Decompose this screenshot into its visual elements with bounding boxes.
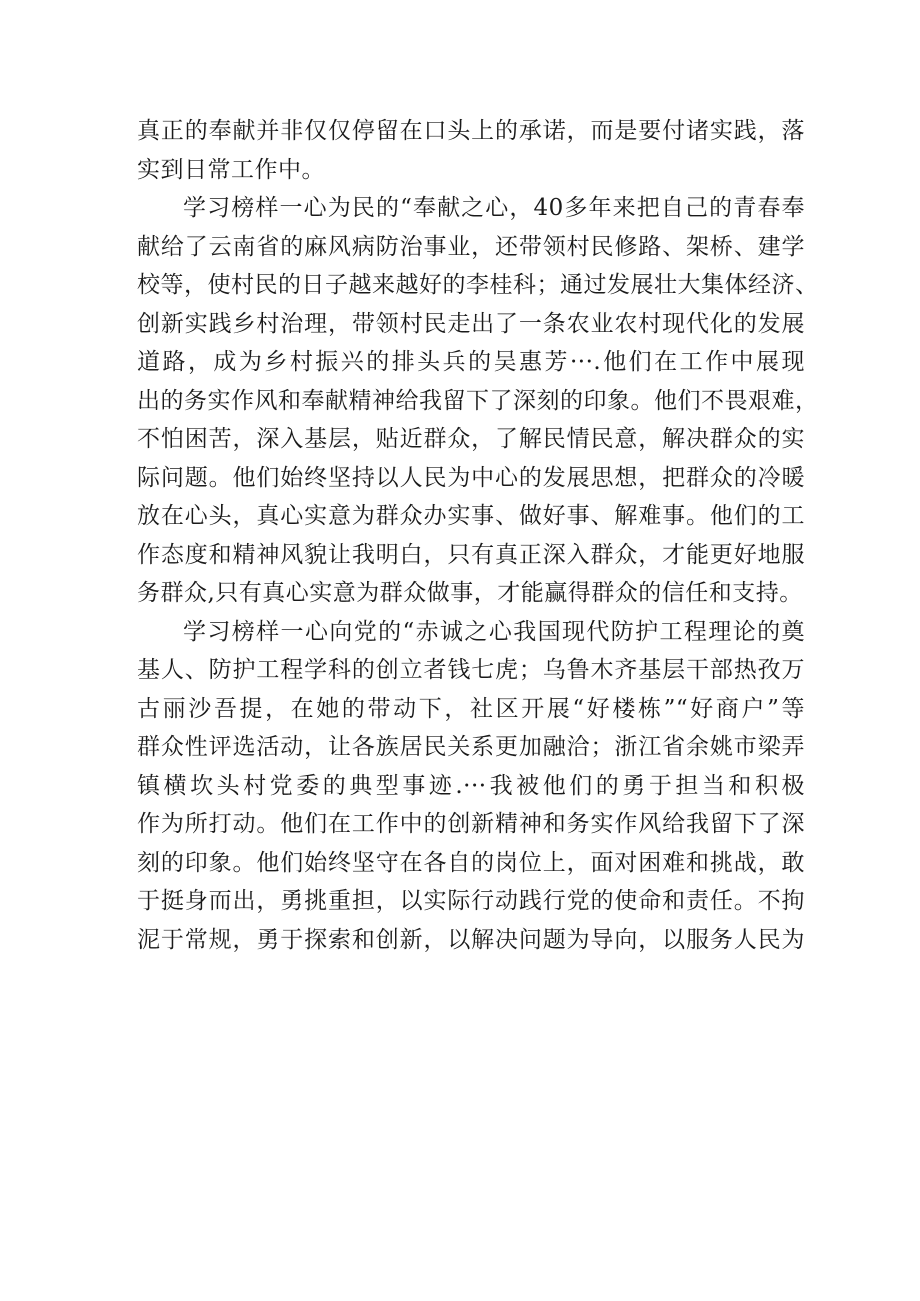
paragraph-2-line-5: 道路，成为乡村振兴的排头兵的吴惠芳···.他们在工作中展现 <box>137 349 805 375</box>
paragraph-3-line-1: 学习榜样一心向党的“赤诚之心我国现代防护工程理论的奠 <box>183 618 805 645</box>
document-body <box>137 112 819 959</box>
paragraph-3-line-8: 于挺身而出，勇挑重担，以实际行动践行党的使命和责任。不拘 <box>137 888 805 914</box>
paragraph-1-line-2: 实到日常工作中。 <box>137 156 325 183</box>
paragraph-3-line-7: 刻的印象。他们始终坚守在各自的岗位上，面对困难和挑战，敢 <box>137 849 805 876</box>
paragraph-2-line-8: 际问题。他们始终坚持以人民为中心的发展思想，把群众的冷暖 <box>137 464 805 491</box>
paragraph-2-line-4: 创新实践乡村治理，带领村民走出了一条农业农村现代化的发展 <box>137 310 805 337</box>
paragraph-2-line-2: 献给了云南省的麻风病防治事业，还带领村民修路、架桥、建学 <box>137 233 805 260</box>
paragraph-3-line-6: 作为所打动。他们在工作中的创新精神和务实作风给我留下了深 <box>137 811 805 837</box>
paragraph-1-line-1: 真正的奉献并非仅仅停留在口头上的承诺，而是要付诸实践，落 <box>137 118 805 144</box>
paragraph-3-line-3: 古丽沙吾提，在她的带动下，社区开展“好楼栋”“好商户”等 <box>137 695 805 722</box>
paragraph-2-line-7: 不怕困苦，深入基层，贴近群众，了解民情民意，解决群众的实 <box>137 426 805 452</box>
paragraph-2-line-6: 出的务实作风和奉献精神给我留下了深刻的印象。他们不畏艰难， <box>137 387 819 414</box>
paragraph-3-line-5: 镇横坎头村党委的典型事迹.···我被他们的勇于担当和积极 <box>137 772 805 799</box>
paragraph-2-line-1: 学习榜样一心为民的“奉献之心，40多年来把自己的青春奉 <box>183 195 805 221</box>
paragraph-2-line-3: 校等，使村民的日子越来越好的李桂科；通过发展壮大集体经济、 <box>137 272 819 298</box>
paragraph-3-line-2: 基人、防护工程学科的创立者钱七虎；乌鲁木齐基层干部热孜万 <box>137 657 805 683</box>
paragraph-2-line-11: 务群众,只有真心实意为群众做事，才能赢得群众的信任和支持。 <box>137 580 803 606</box>
paragraph-3-line-4: 群众性评选活动，让各族居民关系更加融洽；浙江省余姚市梁弄 <box>137 734 805 760</box>
paragraph-2-line-9: 放在心头，真心实意为群众办实事、做好事、解难事。他们的工 <box>137 503 805 529</box>
paragraph-2-line-10: 作态度和精神风貌让我明白，只有真正深入群众，才能更好地服 <box>137 541 805 568</box>
paragraph-3-line-9: 泥于常规，勇于探索和创新，以解决问题为导向，以服务人民为 <box>137 926 805 953</box>
